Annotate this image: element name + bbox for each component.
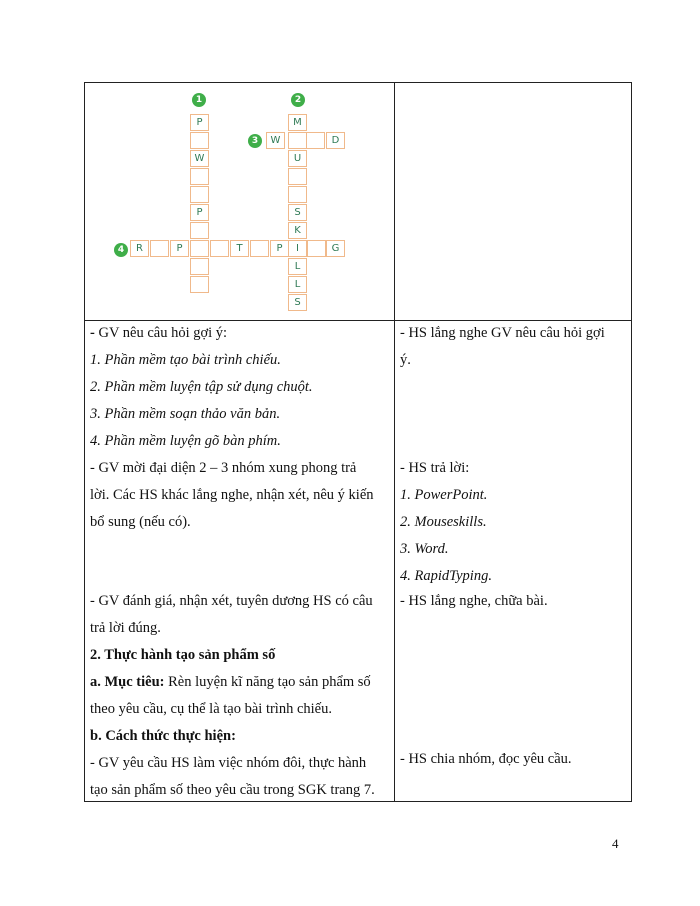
listen-line-2: ý. (400, 352, 411, 368)
goal-line-2: theo yêu cầu, cụ thể là tạo bài trình chiếu. (90, 701, 332, 717)
crossword-cell: P (190, 114, 209, 131)
crossword-cell (190, 222, 209, 239)
crossword-cell: K (288, 222, 307, 239)
section-title: 2. Thực hành tạo sản phẩm số (90, 647, 276, 663)
question-4: 4. Phần mềm luyện gõ bàn phím. (90, 433, 281, 449)
answer-intro: - HS trả lời: (400, 460, 470, 476)
listen-line-1: - HS lắng nghe GV nêu câu hỏi gợi (400, 325, 605, 341)
question-2: 2. Phần mềm luyện tập sử dụng chuột. (90, 379, 313, 395)
invite-line-1: - GV mời đại diện 2 – 3 nhóm xung phong trả (90, 460, 357, 476)
evaluate-line-2: trả lời đúng. (90, 620, 161, 636)
crossword-cell (190, 276, 209, 293)
question-intro: - GV nêu câu hỏi gợi ý: (90, 325, 228, 341)
invite-line-2: lời. Các HS khác lắng nghe, nhận xét, nêu ý kiến (90, 487, 374, 503)
crossword-cell (190, 132, 209, 149)
crossword-cell: T (230, 240, 249, 257)
crossword-cell (190, 240, 209, 257)
crossword-cell: L (288, 258, 307, 275)
invite-line-3: bổ sung (nếu có). (90, 514, 191, 530)
crossword-cell (210, 240, 229, 257)
row-divider (84, 320, 632, 321)
task-line-1: - GV yêu cầu HS làm việc nhóm đôi, thực hành (90, 755, 367, 771)
crossword-cell: P (270, 240, 289, 257)
crossword-cell: D (326, 132, 345, 149)
clue-number-4: 4 (114, 243, 128, 257)
crossword-cell: W (266, 132, 285, 149)
goal-line-1: a. Mục tiêu: Rèn luyện kĩ năng tạo sản phẩm số (90, 674, 371, 690)
column-divider (394, 82, 395, 802)
page-number: 4 (612, 836, 619, 851)
crossword-cell (288, 132, 307, 149)
group-work: - HS chia nhóm, đọc yêu cầu. (400, 751, 572, 767)
task-line-2: tạo sản phẩm số theo yêu cầu trong SGK trang 7. (90, 782, 375, 798)
crossword-cell: W (190, 150, 209, 167)
evaluate-line-1: - GV đánh giá, nhận xét, tuyên dương HS có câu (90, 593, 373, 609)
crossword-cell (288, 186, 307, 203)
crossword-cell: P (170, 240, 189, 257)
crossword-cell: I (288, 240, 307, 257)
clue-number-2: 2 (291, 93, 305, 107)
answer-4: 4. RapidTyping. (400, 568, 492, 584)
crossword-cell: P (190, 204, 209, 221)
fix-answer: - HS lắng nghe, chữa bài. (400, 593, 548, 609)
question-1: 1. Phần mềm tạo bài trình chiếu. (90, 352, 281, 368)
crossword-cell: R (130, 240, 149, 257)
crossword-cell (306, 132, 325, 149)
question-3: 3. Phần mềm soạn thảo văn bản. (90, 406, 281, 422)
crossword-cell (190, 186, 209, 203)
clue-number-3: 3 (248, 134, 262, 148)
crossword-cell (150, 240, 169, 257)
crossword-cell: U (288, 150, 307, 167)
crossword-cell (190, 258, 209, 275)
method-heading: b. Cách thức thực hiện: (90, 728, 236, 744)
crossword-cell: S (288, 204, 307, 221)
crossword-cell: L (288, 276, 307, 293)
crossword-cell (307, 240, 326, 257)
crossword-cell: M (288, 114, 307, 131)
answer-2: 2. Mouseskills. (400, 514, 487, 530)
crossword-cell: S (288, 294, 307, 311)
crossword-cell (190, 168, 209, 185)
crossword-cell (288, 168, 307, 185)
clue-number-1: 1 (192, 93, 206, 107)
crossword-cell: G (326, 240, 345, 257)
crossword-cell (250, 240, 269, 257)
answer-1: 1. PowerPoint. (400, 487, 488, 503)
answer-3: 3. Word. (400, 541, 449, 557)
